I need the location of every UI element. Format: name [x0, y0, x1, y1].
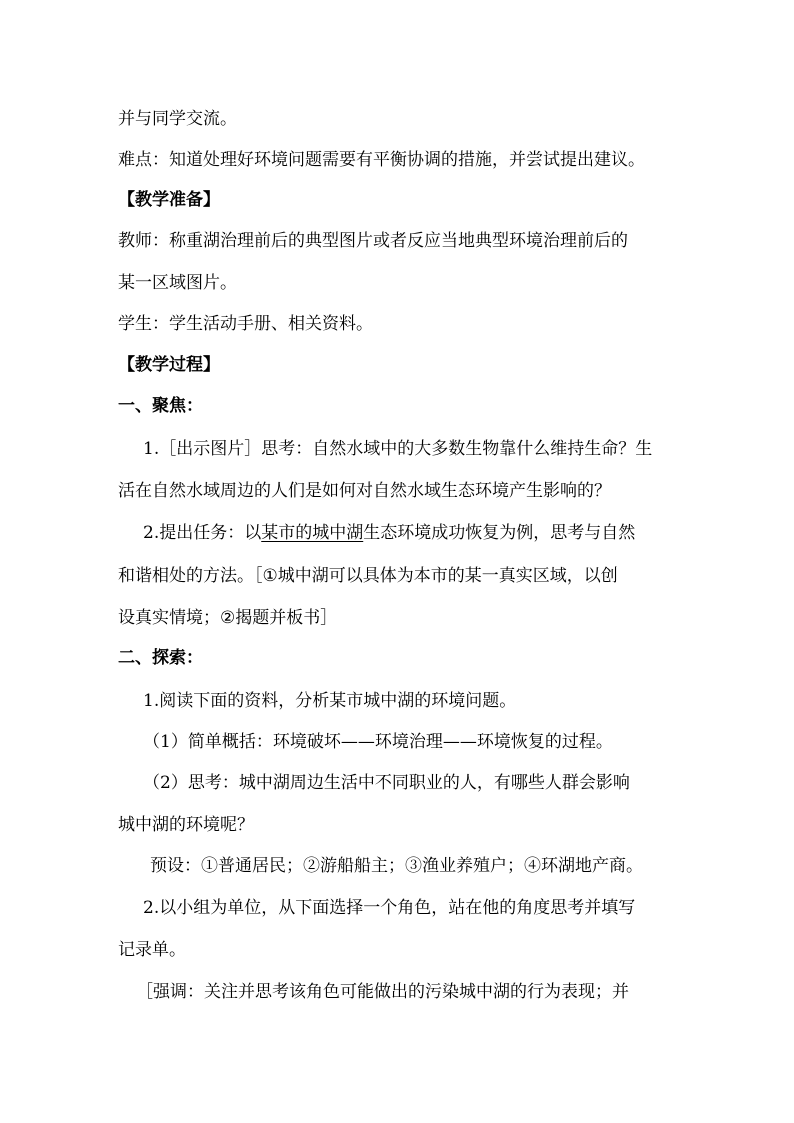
paragraph-line: 学生：学生活动手册、相关资料。 [118, 314, 373, 334]
section-heading: 二、探索： [118, 648, 203, 668]
paragraph-line: 活在自然水域周边的人们是如何对自然水域生态环境产生影响的？ [118, 481, 611, 501]
section-heading: 一、聚焦： [118, 396, 203, 416]
paragraph-line: 1.［出示图片］思考：自然水域中的大多数生物靠什么维持生命？生 [143, 439, 653, 459]
paragraph-line: ［强调：关注并思考该角色可能做出的污染城中湖的行为表现；并 [136, 982, 629, 1002]
text-run: 2.提出任务：以 [143, 523, 262, 543]
paragraph-line: 1.阅读下面的资料，分析某市城中湖的环境问题。 [143, 691, 517, 711]
paragraph-line: 和谐相处的方法。［①城中湖可以具体为本市的某一真实区域，以创 [118, 566, 618, 586]
paragraph-line: 难点：知道处理好环境问题需要有平衡协调的措施，并尝试提出建议。 [118, 150, 645, 170]
section-heading: 【教学过程】 [118, 355, 220, 375]
paragraph-line [143, 520, 794, 546]
paragraph-line: 教师：称重湖治理前后的典型图片或者反应当地典型环境治理前后的 [118, 231, 628, 251]
paragraph-line: 城中湖的环境呢？ [118, 815, 254, 835]
paragraph-line: 设真实情境；②揭题并板书］ [118, 608, 338, 628]
underlined-text: 某市的城中湖 [261, 523, 364, 543]
section-heading: 【教学准备】 [118, 190, 220, 210]
paragraph-line: 2.以小组为单位，从下面选择一个角色，站在他的角度思考并填写 [143, 898, 636, 918]
paragraph-line: 并与同学交流。 [118, 109, 237, 129]
paragraph-line: （1）简单概括：环境破坏——环境治理——环境恢复的过程。 [143, 732, 613, 752]
paragraph-line: 记录单。 [118, 940, 186, 960]
paragraph-line: 某一区域图片。 [118, 273, 237, 293]
text-run: 生态环境成功恢复为例，思考与自然 [363, 523, 636, 543]
paragraph-line: （2）思考：城中湖周边生活中不同职业的人，有哪些人群会影响 [143, 773, 630, 793]
paragraph-line: 预设：①普通居民；②游船船主；③渔业养殖户；④环湖地产商。 [150, 856, 643, 876]
